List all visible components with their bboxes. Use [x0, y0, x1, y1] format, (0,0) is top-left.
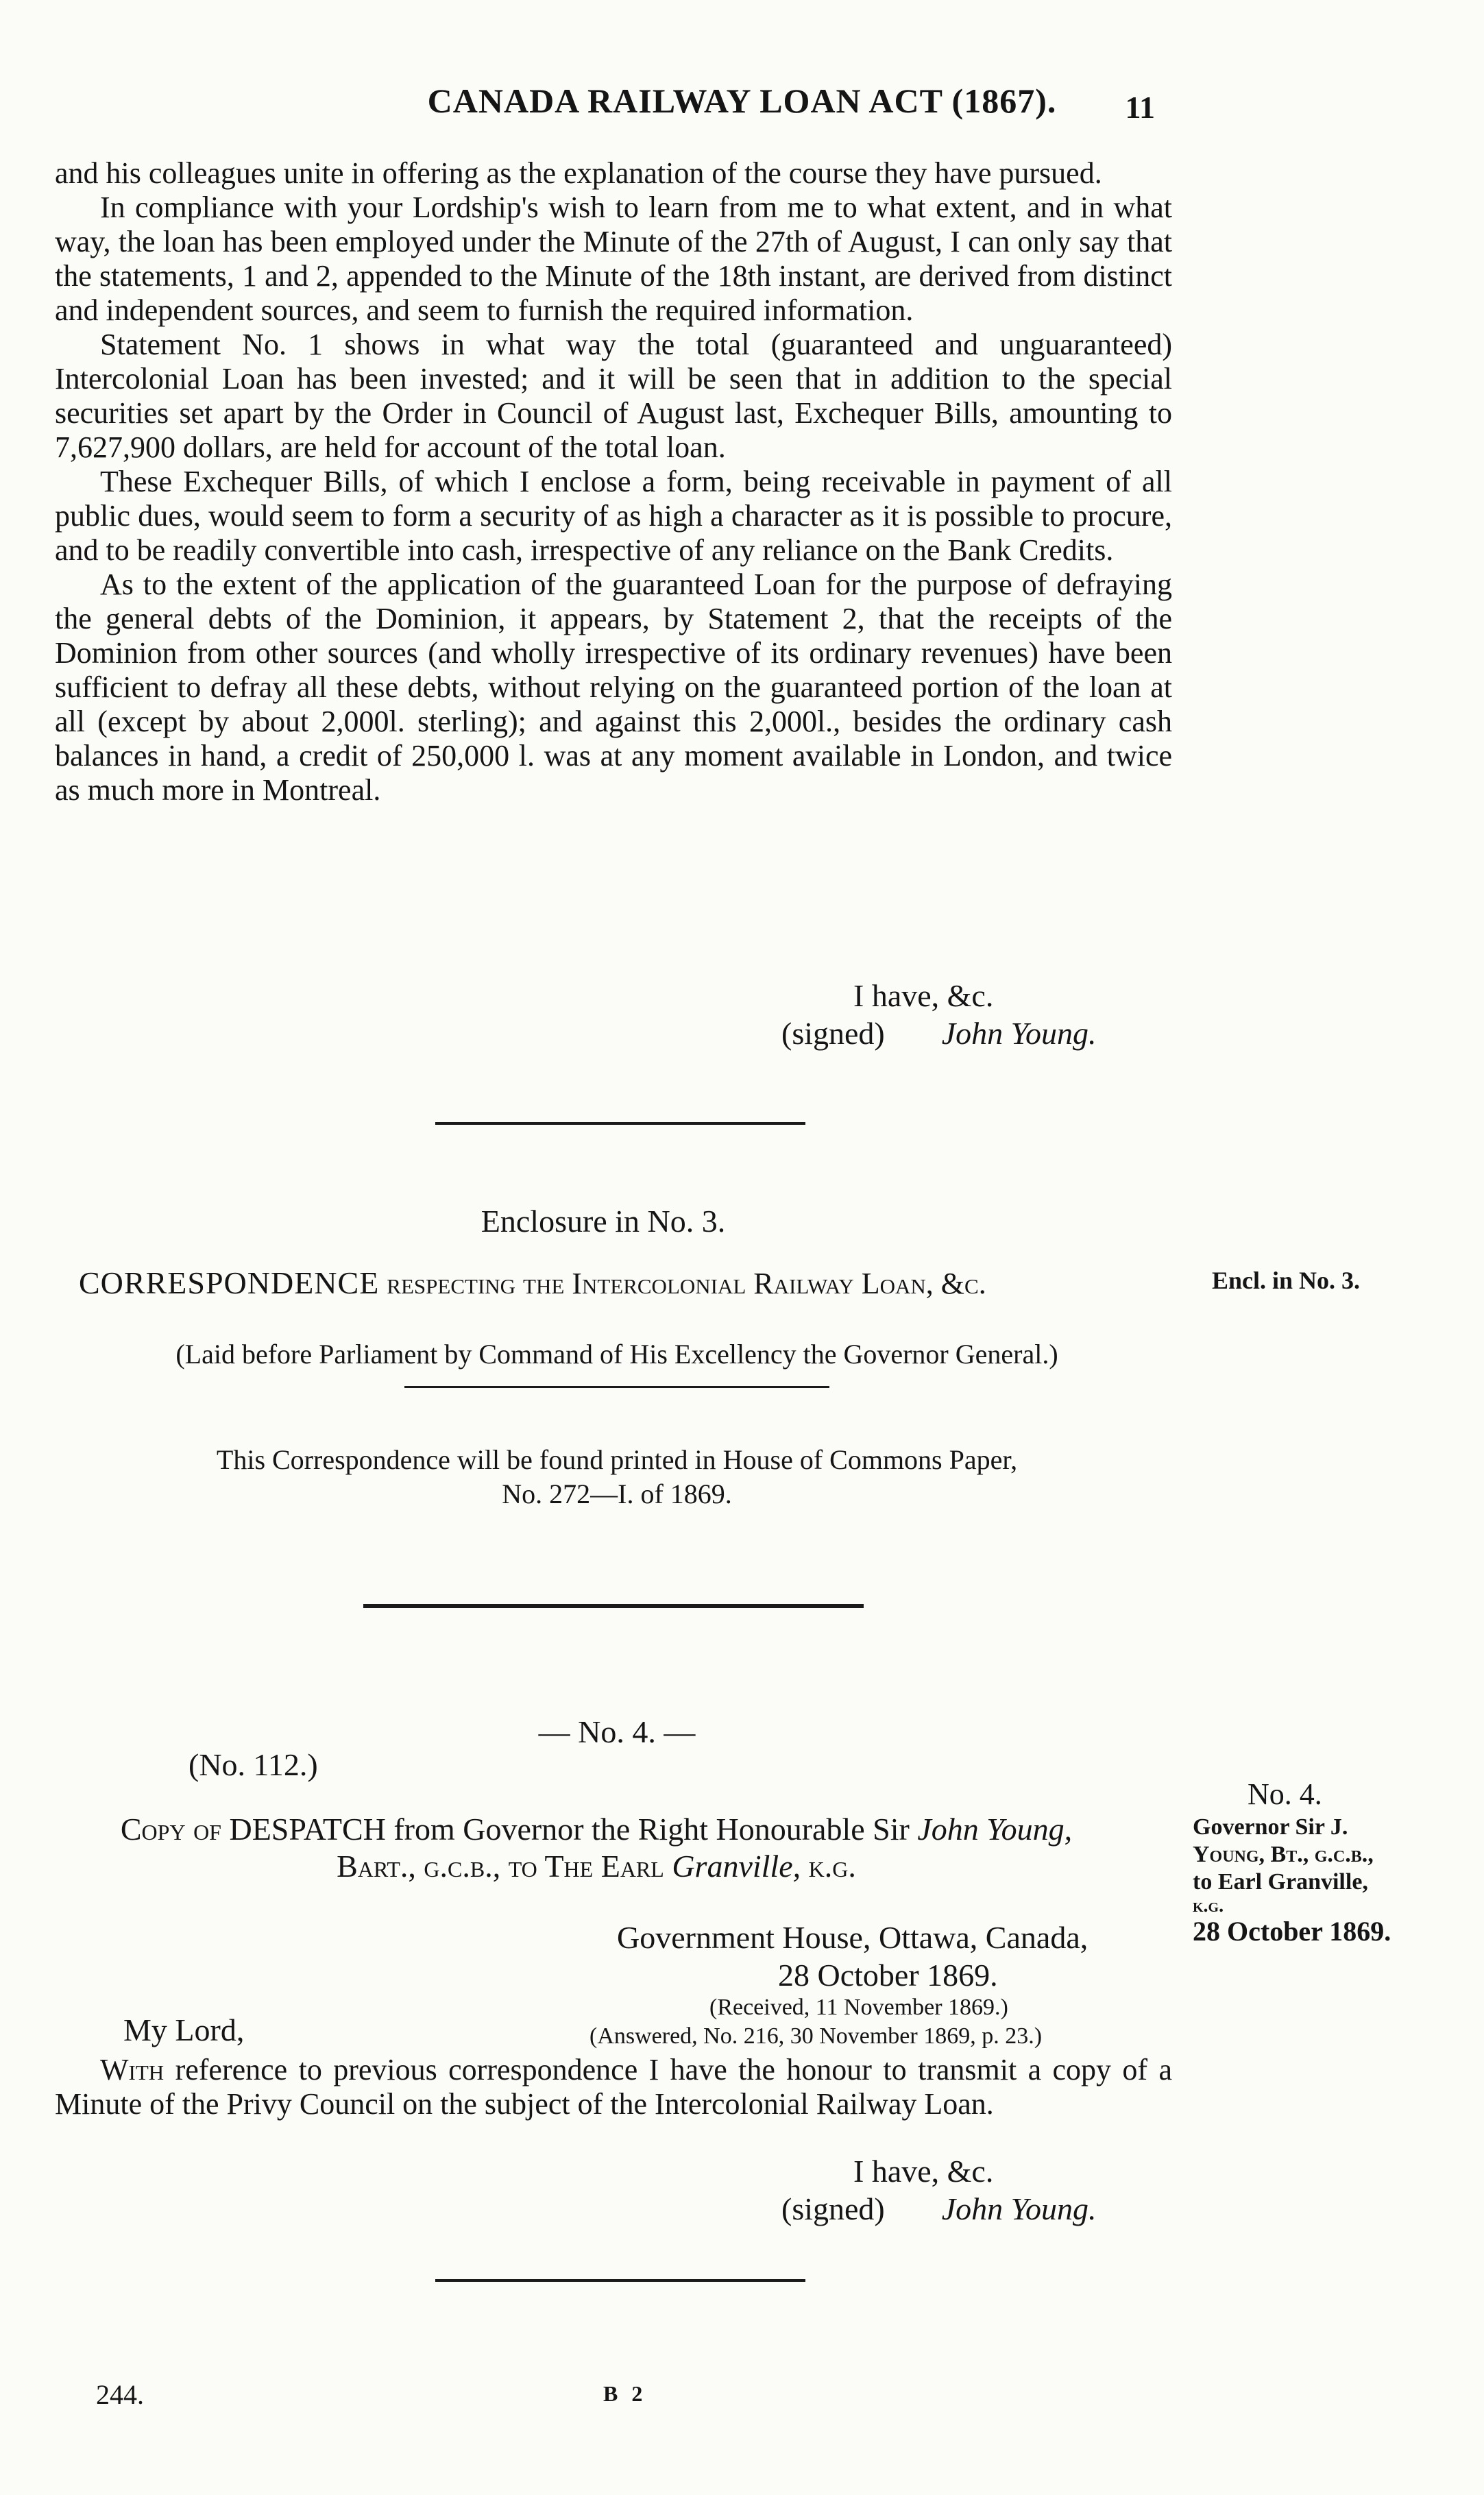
despatch-title-order: k.g. [808, 1849, 856, 1884]
signature-mark: B 2 [603, 2381, 647, 2406]
signed-name: John Young. [941, 1016, 1097, 1051]
despatch-body-lead: With [100, 2053, 165, 2086]
margin-note-enclosure: Encl. in No. 3. [1212, 1267, 1361, 1294]
despatch-title-line1: DESPATCH from Governor the Right Honourable Sir [229, 1812, 910, 1847]
enclosure-title-rest: respecting the Intercolonial Railway Loan, &c. [387, 1267, 986, 1300]
enclosure-title-main: CORRESPONDENCE [79, 1265, 380, 1300]
footer-number: 244. [96, 2379, 144, 2410]
section-divider [435, 1122, 805, 1125]
despatch-body [55, 2053, 1172, 2121]
despatch-signature [781, 2190, 1097, 2228]
paragraph-3: Statement No. 1 shows in what way the total (guaranteed and unguaranteed) Intercolonial Loan has been invested; and it will be seen that in addition to the special securities set apart by the Order in Council of August last, Exchequer Bills, amounting to 7,627,900 dollars, are held for account of the total loan. [55, 328, 1172, 464]
end-divider [435, 2279, 805, 2282]
letter-closing: I have, &c. [853, 978, 994, 1013]
despatch-title-line2: Bart., g.c.b., to The Earl [337, 1849, 664, 1884]
despatch-address: Government House, Ottawa, Canada, [617, 1920, 1088, 1955]
margin-despatch-date: 28 October 1869. [1193, 1916, 1391, 1947]
despatch-title-sender: John Young, [917, 1812, 1073, 1847]
despatch-closing: I have, &c. [853, 2154, 994, 2189]
running-title: CANADA RAILWAY LOAN ACT (1867). [427, 82, 1057, 120]
enclosure-heading: Enclosure in No. 3. [481, 1204, 726, 1239]
despatch-ref-number: (No. 112.) [188, 1747, 318, 1782]
correspondence-note-line-1: This Correspondence will be found printed in House of Commons Paper, [216, 1444, 1018, 1475]
letter-body [55, 156, 1172, 807]
letter-signature [781, 1014, 1097, 1053]
despatch-title-copy: Copy of [120, 1812, 221, 1847]
paragraph-4: These Exchequer Bills, of which I enclose a form, being receivable in payment of all public dues, would seem to form a security of as high a character as it is possible to procure, and to be readily convertible into cash, irrespective of any reliance on the Bank Credits. [55, 465, 1172, 567]
signed-label: (signed) [781, 1016, 885, 1051]
short-divider [404, 1386, 829, 1388]
despatch-signed-label: (signed) [781, 2191, 885, 2226]
paragraph-2: In compliance with your Lordship's wish to learn from me to what extent, and in what way, the loan has been employed under the Minute of the 27th of August, I can only say that the statements, 1 and 2, appended to the Minute of the 18th instant, are derived from distinct and independent sources, and seem to furnish the required information. [55, 191, 1172, 327]
despatch-title-recipient: Granville, [672, 1849, 801, 1884]
laid-before-note: (Laid before Parliament by Command of His Excellency the Governor General.) [175, 1339, 1058, 1370]
margin-despatch-number: No. 4. [1248, 1777, 1322, 1811]
despatch-date: 28 October 1869. [778, 1958, 998, 1993]
despatch-salutation: My Lord, [123, 2012, 245, 2047]
despatch-body-text: reference to previous correspondence I have the honour to transmit a copy of a Minute of the Privy Council on the subject of the Intercolonial Railway Loan. [55, 2053, 1173, 2121]
margin-despatch-line-3: to Earl Granville, [1193, 1869, 1368, 1895]
correspondence-note-line-2: No. 272—I. of 1869. [502, 1478, 732, 1509]
paragraph-1: and his colleagues unite in offering as the explanation of the course they have pursued. [55, 156, 1102, 190]
margin-despatch-line-1: Governor Sir J. [1193, 1814, 1348, 1840]
section-divider-thick [363, 1604, 864, 1608]
page-number: 11 [1125, 90, 1155, 125]
correspondence-note [0, 1443, 1234, 1511]
despatch-answered: (Answered, No. 216, 30 November 1869, p. 23.) [589, 2023, 1043, 2049]
despatch-received: (Received, 11 November 1869.) [709, 1995, 1008, 2020]
margin-despatch-line-2: Young, Bt., g.c.b., [1193, 1842, 1374, 1867]
margin-despatch-line-4: k.g. [1193, 1895, 1224, 1916]
enclosure-title [79, 1265, 986, 1301]
despatch-title [41, 1811, 1152, 1885]
despatch-signed-name: John Young. [941, 2191, 1097, 2226]
despatch-heading: — No. 4. — [538, 1714, 696, 1749]
margin-note-despatch [1193, 1775, 1467, 1947]
paragraph-5: As to the extent of the application of the guaranteed Loan for the purpose of defraying the general debts of the Dominion, it appears, by Statement 2, that the receipts of the Dominion from other sources (and wholly irrespective of its ordinary revenues) have been sufficient to defray all these debts, without relying on the guaranteed portion of the loan at all (except by about 2,000l. sterling); and against this 2,000l., besides the ordinary cash balances in hand, a credit of 250,000 l. was at any moment available in London, and twice as much more in Montreal. [55, 568, 1172, 807]
